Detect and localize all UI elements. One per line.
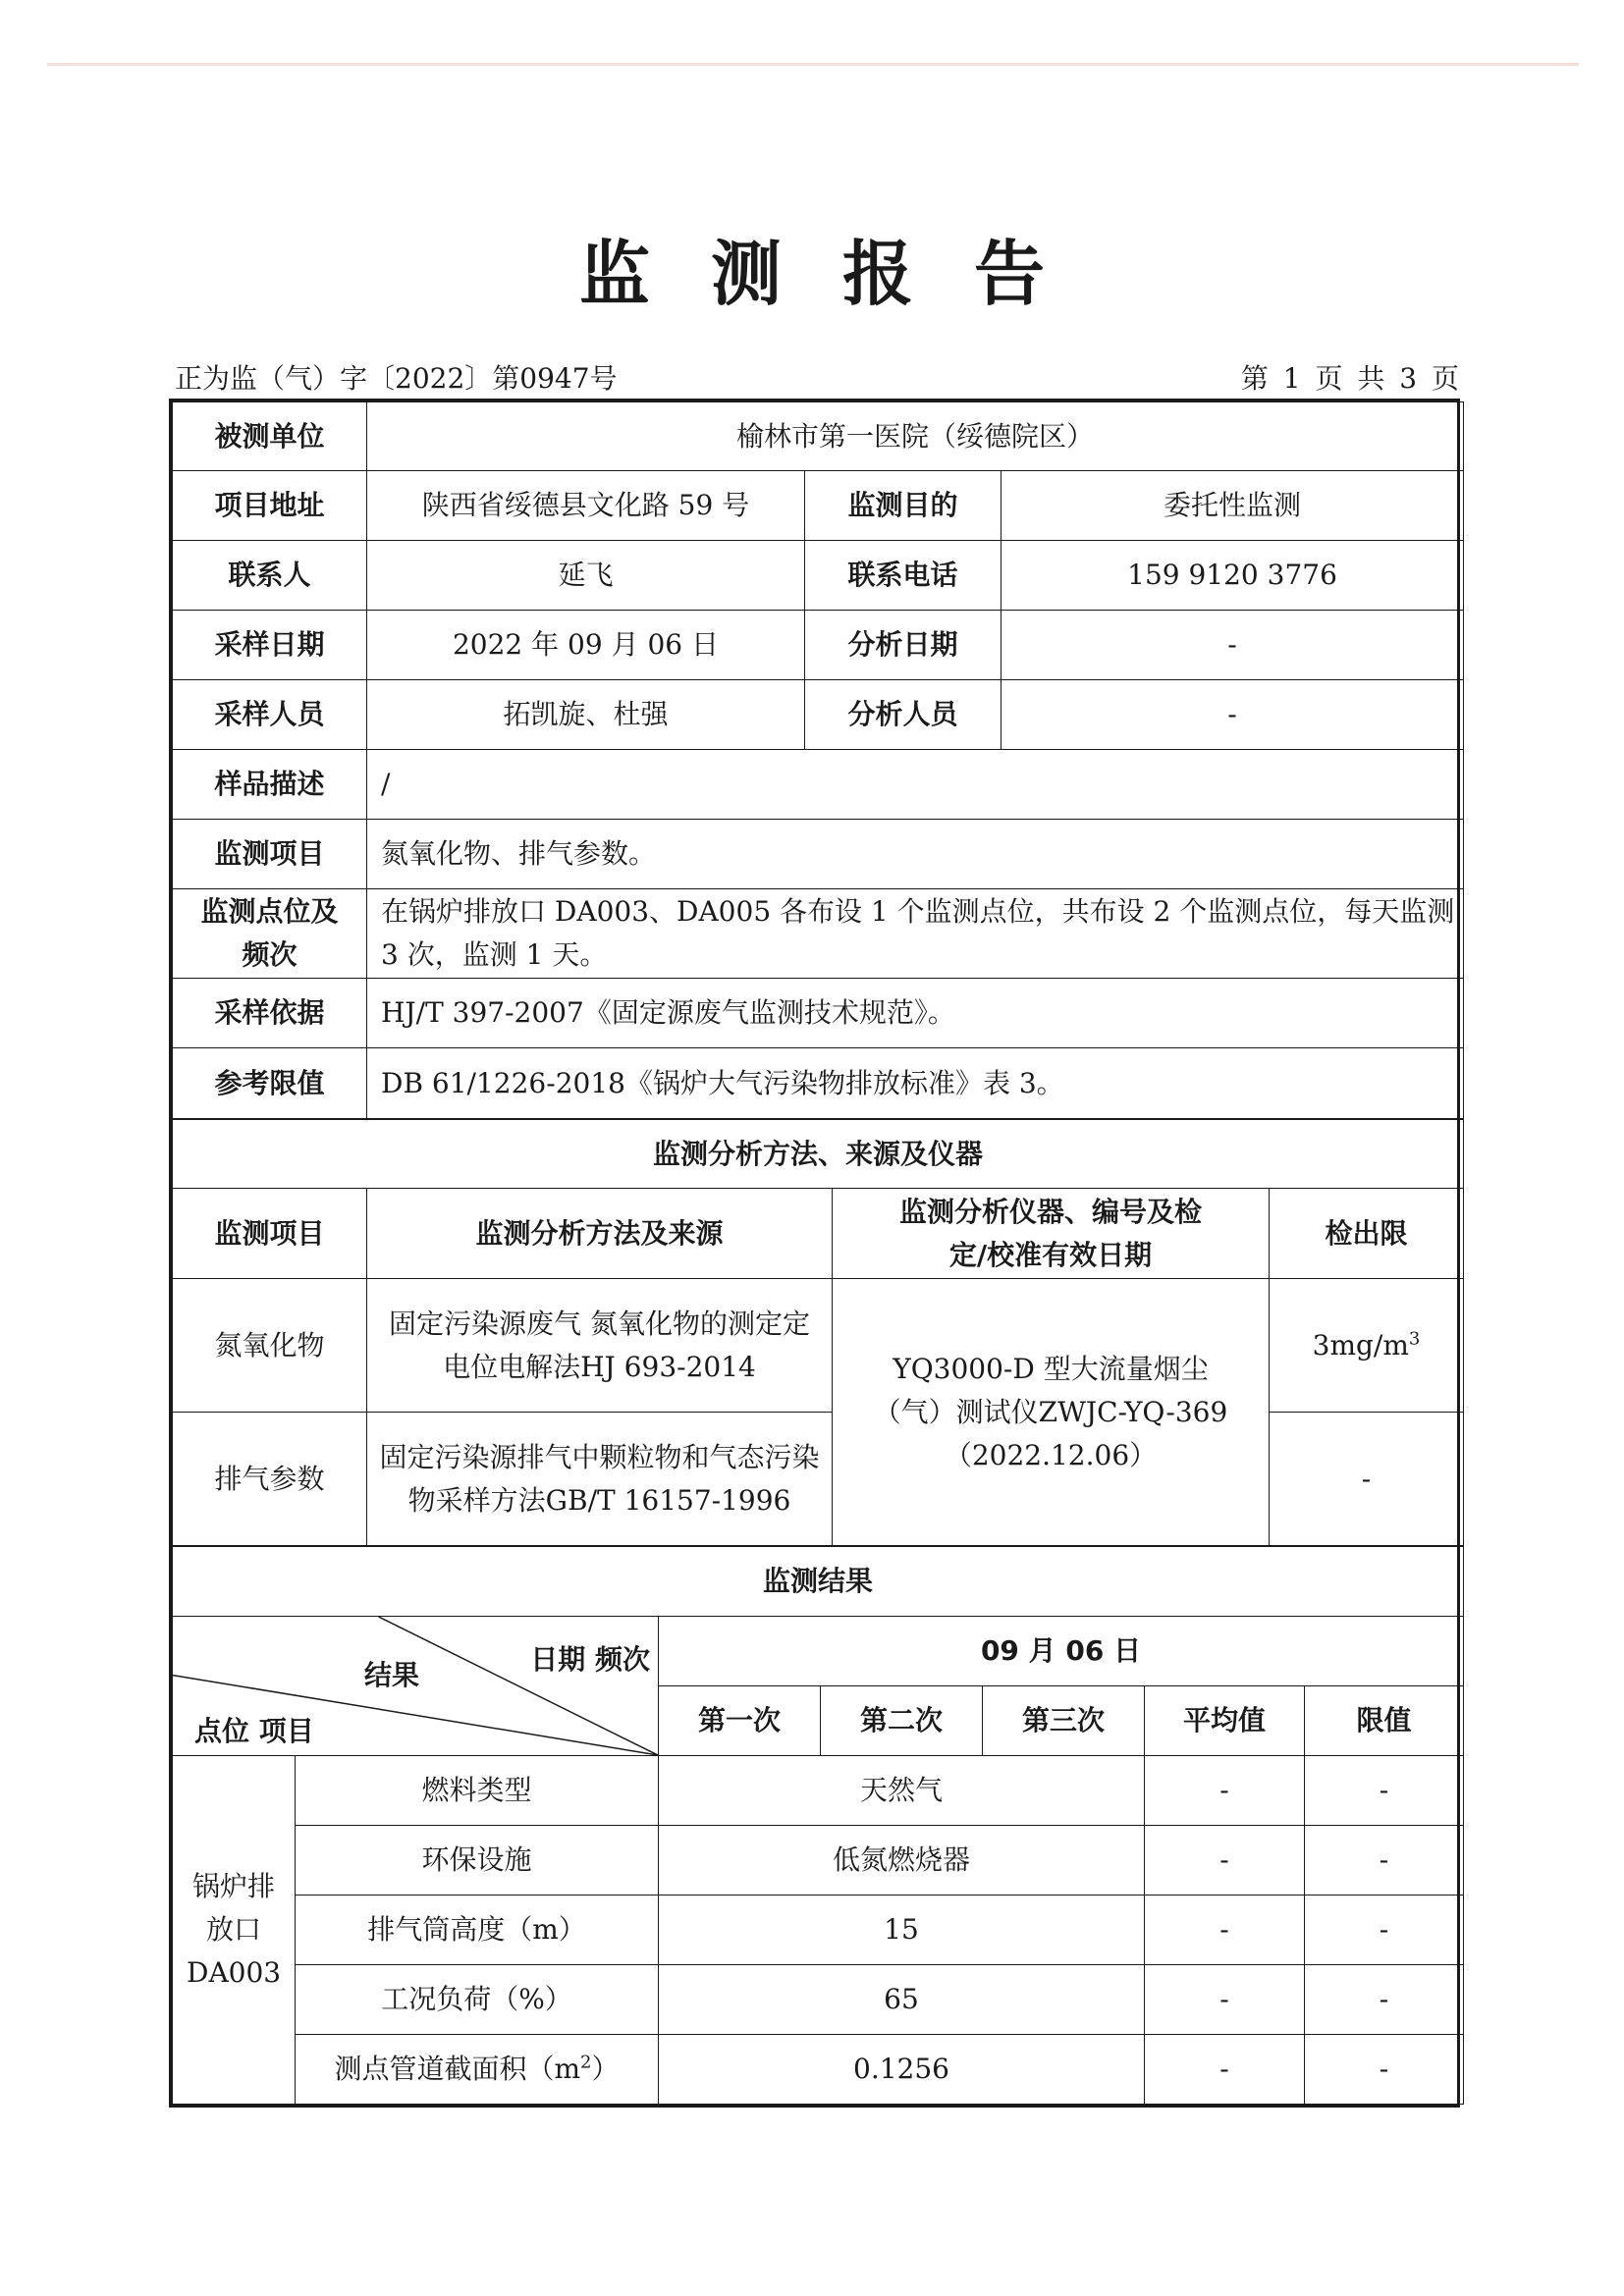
method-row-item: 氮氧化物 <box>173 1279 367 1413</box>
corner-date-frequency: 日期 频次 <box>530 1643 650 1676</box>
detection-limit-superscript: 3 <box>1408 1328 1421 1350</box>
tested-unit-label: 被测单位 <box>173 402 367 471</box>
points-value: 在锅炉排放口 DA003、DA005 各布设 1 个监测点位，共布设 2 个监测点位，每天监测 3 次，监测 1 天。 <box>367 889 1464 979</box>
results-table <box>172 1546 1464 2105</box>
result-row-value: 0.1256 <box>659 2035 1145 2105</box>
methods-header-item: 监测项目 <box>173 1189 367 1279</box>
page-indicator: 第 1 页 共 3 页 <box>1240 362 1459 395</box>
result-row-limit: - <box>1305 1965 1464 2035</box>
document-number: 正为监（气）字〔2022〕第0947号 <box>175 362 618 395</box>
result-row-average: - <box>1145 1896 1305 1965</box>
samplers-value: 拓凯旋、杜强 <box>367 680 805 750</box>
result-row-name: 燃料类型 <box>296 1756 659 1826</box>
purpose-label: 监测目的 <box>805 471 1001 541</box>
sample-desc-label: 样品描述 <box>173 750 367 820</box>
result-row-name: 工况负荷（%） <box>296 1965 659 2035</box>
limit-label: 参考限值 <box>173 1048 367 1119</box>
samplers-label: 采样人员 <box>173 680 367 750</box>
col-first: 第一次 <box>659 1686 821 1756</box>
method-row-method: 固定污染源废气 氮氧化物的测定定电位电解法HJ 693-2014 <box>367 1279 833 1413</box>
analysts-value: - <box>1001 680 1464 750</box>
phone-label: 联系电话 <box>805 541 1001 611</box>
result-row-average: - <box>1145 2035 1305 2105</box>
result-row-limit: - <box>1305 2035 1464 2105</box>
result-row-limit: - <box>1305 1826 1464 1896</box>
result-row-average: - <box>1145 1756 1305 1826</box>
results-location: 锅炉排放口DA003 <box>173 1756 296 2105</box>
results-section-title: 监测结果 <box>173 1547 1464 1617</box>
result-row-limit: - <box>1305 1896 1464 1965</box>
method-row-method: 固定污染源排气中颗粒物和气态污染物采样方法GB/T 16157-1996 <box>367 1413 833 1546</box>
result-row-name: 环保设施 <box>296 1826 659 1896</box>
info-table <box>172 401 1464 1119</box>
result-row-value: 15 <box>659 1896 1145 1965</box>
result-row-limit: - <box>1305 1756 1464 1826</box>
report-table <box>169 399 1460 2108</box>
basis-label: 采样依据 <box>173 979 367 1048</box>
methods-section-title: 监测分析方法、来源及仪器 <box>173 1120 1464 1189</box>
address-label: 项目地址 <box>173 471 367 541</box>
purpose-value: 委托性监测 <box>1001 471 1464 541</box>
method-row-detection-limit: - <box>1270 1413 1464 1546</box>
corner-point-item: 点位 项目 <box>194 1715 314 1747</box>
result-row-average: - <box>1145 1826 1305 1896</box>
page-top-rule <box>47 63 1579 66</box>
result-row-name <box>296 2035 659 2105</box>
items-label: 监测项目 <box>173 820 367 889</box>
items-value: 氮氧化物、排气参数。 <box>367 820 1464 889</box>
result-row-name-tail: ） <box>591 2053 620 2085</box>
address-value: 陕西省绥德县文化路 59 号 <box>367 471 805 541</box>
detection-limit-value: 3mg/m <box>1312 1328 1409 1362</box>
method-row-detection-limit <box>1270 1279 1464 1413</box>
contact-label: 联系人 <box>173 541 367 611</box>
points-label: 监测点位及频次 <box>173 889 367 979</box>
result-row-name-text: 测点管道截面积（m <box>334 2053 581 2085</box>
basis-value: HJ/T 397-2007《固定源废气监测技术规范》。 <box>367 979 1464 1048</box>
sampling-date-label: 采样日期 <box>173 611 367 680</box>
result-row-value: 低氮燃烧器 <box>659 1826 1145 1896</box>
contact-value: 延飞 <box>367 541 805 611</box>
result-row-value: 天然气 <box>659 1756 1145 1826</box>
sampling-date-value: 2022 年 09 月 06 日 <box>367 611 805 680</box>
sample-desc-value: / <box>367 750 1464 820</box>
result-row-value: 65 <box>659 1965 1145 2035</box>
col-third: 第三次 <box>983 1686 1145 1756</box>
col-limit: 限值 <box>1305 1686 1464 1756</box>
instrument-value: YQ3000-D 型大流量烟尘（气）测试仪ZWJC-YQ-369（2022.12.06） <box>833 1279 1270 1546</box>
methods-header-instrument: 监测分析仪器、编号及检定/校准有效日期 <box>833 1189 1270 1279</box>
result-row-name-superscript: 2 <box>580 2052 592 2073</box>
results-corner-header <box>173 1617 659 1756</box>
limit-value: DB 61/1226-2018《锅炉大气污染物排放标准》表 3。 <box>367 1048 1464 1119</box>
col-average: 平均值 <box>1145 1686 1305 1756</box>
result-row-average: - <box>1145 1965 1305 2035</box>
methods-table <box>172 1119 1464 1546</box>
results-date: 09 月 06 日 <box>659 1617 1464 1686</box>
analysis-date-label: 分析日期 <box>805 611 1001 680</box>
corner-result: 结果 <box>364 1659 420 1691</box>
analysts-label: 分析人员 <box>805 680 1001 750</box>
method-row-item: 排气参数 <box>173 1413 367 1546</box>
col-second: 第二次 <box>821 1686 983 1756</box>
report-title: 监测报告 <box>578 233 1106 315</box>
phone-value: 159 9120 3776 <box>1001 541 1464 611</box>
tested-unit-value: 榆林市第一医院（绥德院区） <box>367 402 1464 471</box>
methods-header-detection-limit: 检出限 <box>1270 1189 1464 1279</box>
analysis-date-value: - <box>1001 611 1464 680</box>
result-row-name: 排气筒高度（m） <box>296 1896 659 1965</box>
methods-header-method: 监测分析方法及来源 <box>367 1189 833 1279</box>
